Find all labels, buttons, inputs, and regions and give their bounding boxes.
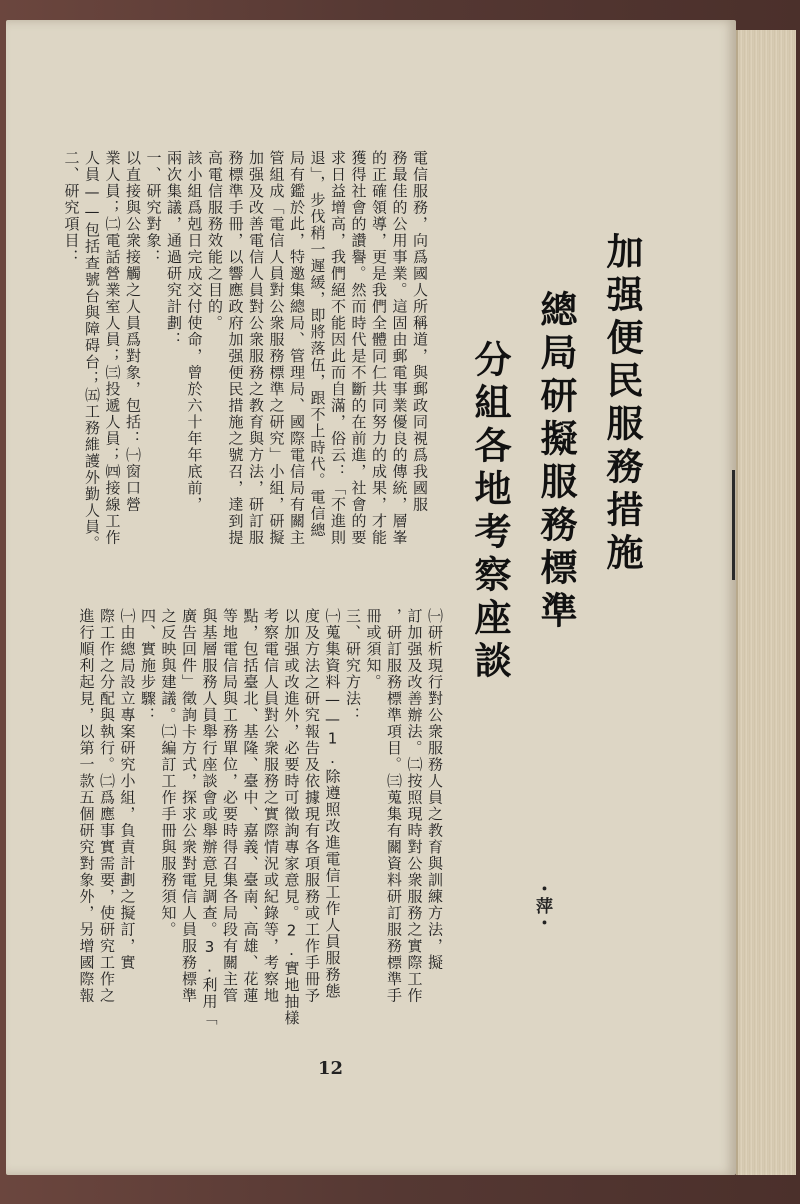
text-column: 際工作之分配與執行。㈡爲應事實需要，使研究工作之 (98, 608, 116, 1004)
text-column: 電信服務，向爲國人所稱道，與郵政同視爲我國服 (411, 150, 429, 513)
text-column: 度及方法之研究報告及依據現有各項服務或工作手冊予 (303, 608, 321, 1004)
text-column: 廣告回件」徵詢卡方式，探求公衆對電信人員服務標準 (180, 608, 198, 1004)
text-column: 訂加强及改善辦法。㈡按照現時對公衆服務之實際工作 (405, 608, 424, 1004)
text-column: 局有鑑於此，特邀集總局、管理局、國際電信局有關主 (288, 150, 306, 546)
text-column: 一、研究對象： (144, 150, 163, 266)
page-edges (736, 30, 796, 1175)
text-column: ㈠由總局設立專案研究小組，負責計劃之擬訂，實 (118, 608, 137, 971)
text-column: 兩次集議，通過研究計劃： (165, 150, 183, 348)
text-column: 人員——包括查號台與障碍台；㈤工務維護外勤人員。 (83, 150, 101, 552)
text-column: 求日益增高，我們絕不能因此而自滿，俗云：「不進則 (329, 150, 347, 546)
article-title-line-3: 分組各地考察座談 (468, 340, 511, 684)
article-title-line-1: 加强便民服務措施 (600, 232, 643, 576)
article-body-top (20, 150, 430, 595)
text-column: 加强及改善電信人員對公衆服務之教育與方法，研訂服 (247, 150, 265, 546)
author-byline: ・萍・ (532, 880, 552, 931)
text-column: 管組成「電信人員對公衆服務標準之研究」小組，研擬 (267, 150, 286, 546)
page-number: 12 (318, 1058, 344, 1079)
article-title-line-2: 總局研擬服務標準 (534, 290, 577, 634)
text-column: ㈠蒐集資料——1.除遵照改進電信工作人員服務態 (323, 608, 342, 1000)
text-column: 進行順利起見，以第一款五個研究對象外，另增國際報 (77, 608, 96, 1004)
text-column: 以直接與公衆接觸之人員爲對象，包括：㈠窗口營 (124, 150, 142, 513)
text-column: 的正確領導，更是我們全體同仁共同努力的成果，才能 (370, 150, 388, 546)
text-column: ，研訂服務標準項目。㈢蒐集有關資料研訂服務標準手 (385, 608, 403, 1004)
text-column: 務標準手冊，以響應政府加强便民措施之號召，達到提 (226, 150, 245, 546)
text-column: 考察電信人員對公衆服務之實際情況或紀錄等，考察地 (262, 608, 280, 1004)
text-column: 業人員；㈡電話營業室人員；㈢投遞人員；㈣接線工作 (103, 150, 122, 546)
article-body-bottom (60, 608, 445, 1053)
text-column: 三、研究方法： (344, 608, 362, 724)
margin-rule (732, 470, 735, 580)
text-column: 點，包括臺北、基隆、臺中、嘉義、臺南、高雄、花蓮 (241, 608, 260, 1004)
text-column: 四、實施步驟： (139, 608, 157, 724)
text-column: 該小組爲剋日完成交付使命，曾於六十年年底前， (185, 150, 204, 513)
text-column: 二、研究項目： (62, 150, 81, 266)
text-column: 獲得社會的讚譽。然而時代是不斷的在前進，社會的要 (349, 150, 368, 546)
text-column: 高電信服務效能之目的。 (206, 150, 224, 332)
text-column: 退」，步伐稍一遲緩，即將落伍，跟不上時代。電信總 (308, 150, 327, 539)
text-column: 務最佳的公用事業。這固由郵電事業優良的傳統，層峯 (390, 150, 409, 546)
text-column: ㈠研析現行對公衆服務人員之教育與訓練方法，擬 (426, 608, 444, 971)
text-column: 等地電信局與工務單位，必要時得召集各局段有關主管 (221, 608, 239, 1004)
text-column: 以加强或改進外，必要時可徵詢專家意見。2.實地抽樣 (282, 608, 301, 1027)
text-column: 之反映與建議。㈡編訂工作手冊與服務須知。 (159, 608, 178, 938)
text-column: 與基層服務人員舉行座談會或舉辦意見調查。3.利用「 (200, 608, 219, 1027)
text-column: 冊或須知。 (364, 608, 383, 691)
